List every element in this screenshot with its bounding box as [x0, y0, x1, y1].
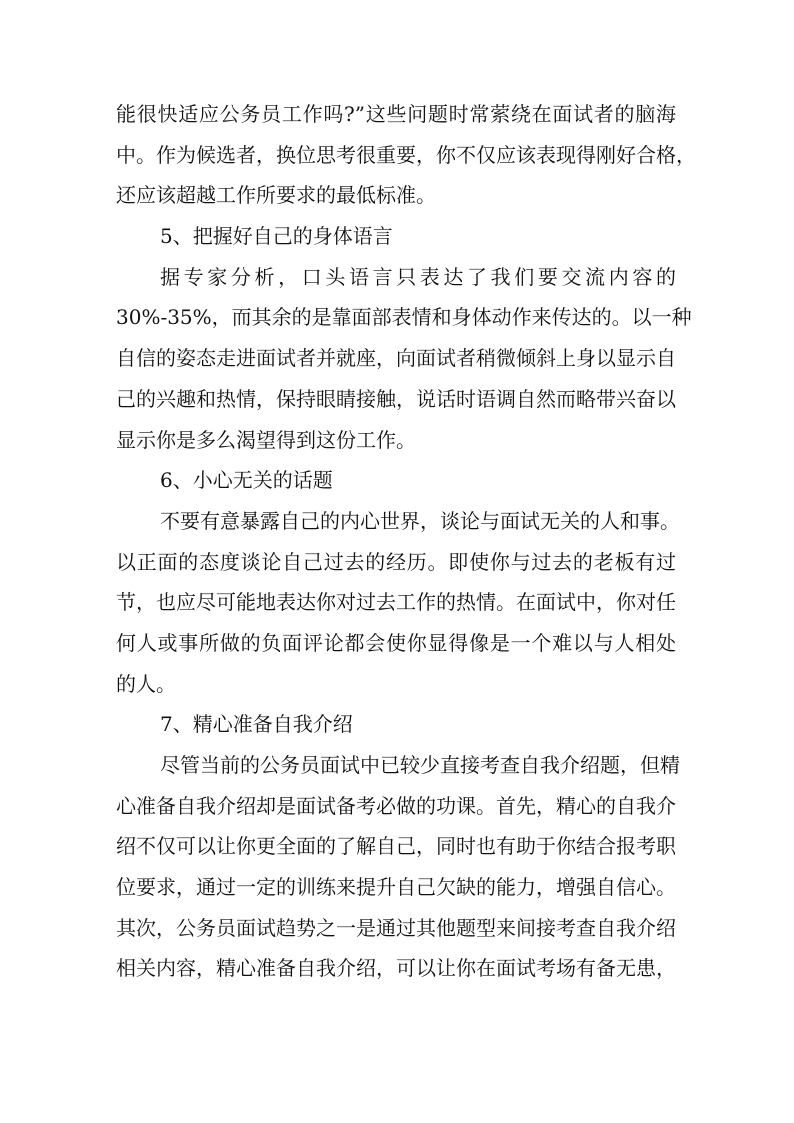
text-line: 据专家分析，口头语言只表达了我们要交流内容的 — [160, 264, 676, 289]
text-line: 自信的姿态走进面试者并就座，向面试者稍微倾斜上身以显示自 — [116, 346, 676, 371]
text-line: 不要有意暴露自己的内心世界，谈论与面试无关的人和事。 — [160, 508, 680, 533]
text-line: 尽管当前的公务员面试中已较少直接考查自我介绍题，但精 — [160, 753, 680, 777]
document-body — [116, 94, 696, 989]
section-heading-7: 7、精心准备自我介绍 — [160, 712, 353, 737]
text-line: 的人。 — [116, 671, 176, 696]
text-line: 心准备自我介绍却是面试备考必做的功课。首先，精心的自我介 — [116, 793, 676, 818]
text-line: 显示你是多么渴望得到这份工作。 — [116, 427, 416, 452]
text-line: 节，也应尽可能地表达你对过去工作的热情。在面试中，你对任 — [116, 590, 676, 615]
text-line: 以正面的态度谈论自己过去的经历。即使你与过去的老板有过 — [116, 549, 676, 574]
text-line: 绍不仅可以让你更全面的了解自己，同时也有助于你结合报考职 — [116, 834, 676, 859]
text-line: 位要求，通过一定的训练来提升自己欠缺的能力，增强自信心。 — [116, 875, 676, 900]
text-line: 己的兴趣和热情，保持眼睛接触，说话时语调自然而略带兴奋以 — [116, 386, 676, 411]
text-line: 其次，公务员面试趋势之一是通过其他题型来间接考查自我介绍 — [116, 915, 676, 940]
text-line: 何人或事所做的负面评论都会使你显得像是一个难以与人相处 — [116, 630, 676, 655]
text-line: 中。作为候选者，换位思考很重要，你不仅应该表现得刚好合格， — [116, 142, 696, 167]
text-line: 还应该超越工作所要求的最低标准。 — [116, 183, 436, 208]
section-heading-6: 6、小心无关的话题 — [160, 468, 333, 493]
text-line: 相关内容，精心准备自我介绍，可以让你在面试考场有备无患， — [116, 956, 676, 981]
text-line: 能很快适应公务员工作吗?”这些问题时常萦绕在面试者的脑海 — [116, 102, 676, 126]
section-heading-5: 5、把握好自己的身体语言 — [160, 224, 393, 249]
text-line: 30%-35%，而其余的是靠面部表情和身体动作来传达的。以一种 — [116, 305, 692, 330]
